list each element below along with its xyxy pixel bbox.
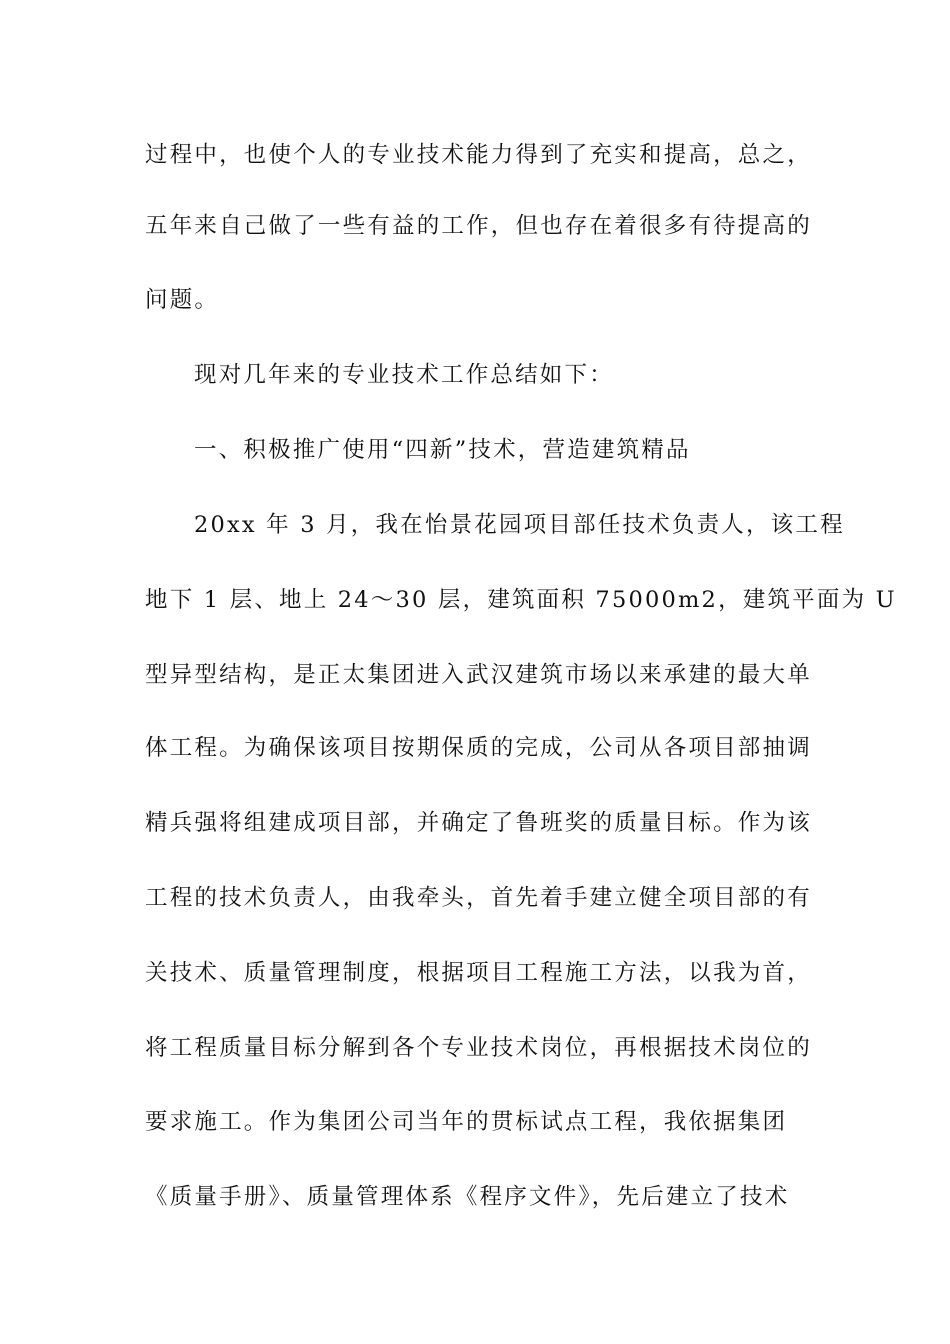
text-line: 精兵强将组建成项目部，并确定了鲁班奖的质量目标。作为该 xyxy=(145,810,812,836)
text-line: 型异型结构，是正太集团进入武汉建筑市场以来承建的最大单 xyxy=(145,662,812,688)
text-line: 关技术、质量管理制度，根据项目工程施工方法，以我为首， xyxy=(145,960,812,986)
text-line: 地下 1 层、地上 24～30 层，建筑面积 75000m2，建筑平面为 U xyxy=(145,587,897,613)
text-line: 五年来自己做了一些有益的工作，但也存在着很多有待提高的 xyxy=(145,213,812,239)
section-heading: 一、积极推广使用“四新”技术，营造建筑精品 xyxy=(194,437,691,463)
text-line: 工程的技术负责人，由我牵头，首先着手建立健全项目部的有 xyxy=(145,885,812,911)
text-line: 体工程。为确保该项目按期保质的完成，公司从各项目部抽调 xyxy=(145,735,812,761)
text-line: 20xx 年 3 月，我在怡景花园项目部任技术负责人，该工程 xyxy=(194,512,845,538)
text-line: 《质量手册》、质量管理体系《程序文件》，先后建立了技术 xyxy=(145,1184,790,1210)
text-line: 过程中，也使个人的专业技术能力得到了充实和提高，总之， xyxy=(145,142,812,168)
text-line: 将工程质量目标分解到各个专业技术岗位，再根据技术岗位的 xyxy=(145,1035,812,1061)
text-line: 现对几年来的专业技术工作总结如下： xyxy=(194,362,614,388)
text-line: 要求施工。作为集团公司当年的贯标试点工程，我依据集团 xyxy=(145,1109,788,1135)
text-line: 问题。 xyxy=(145,287,220,313)
